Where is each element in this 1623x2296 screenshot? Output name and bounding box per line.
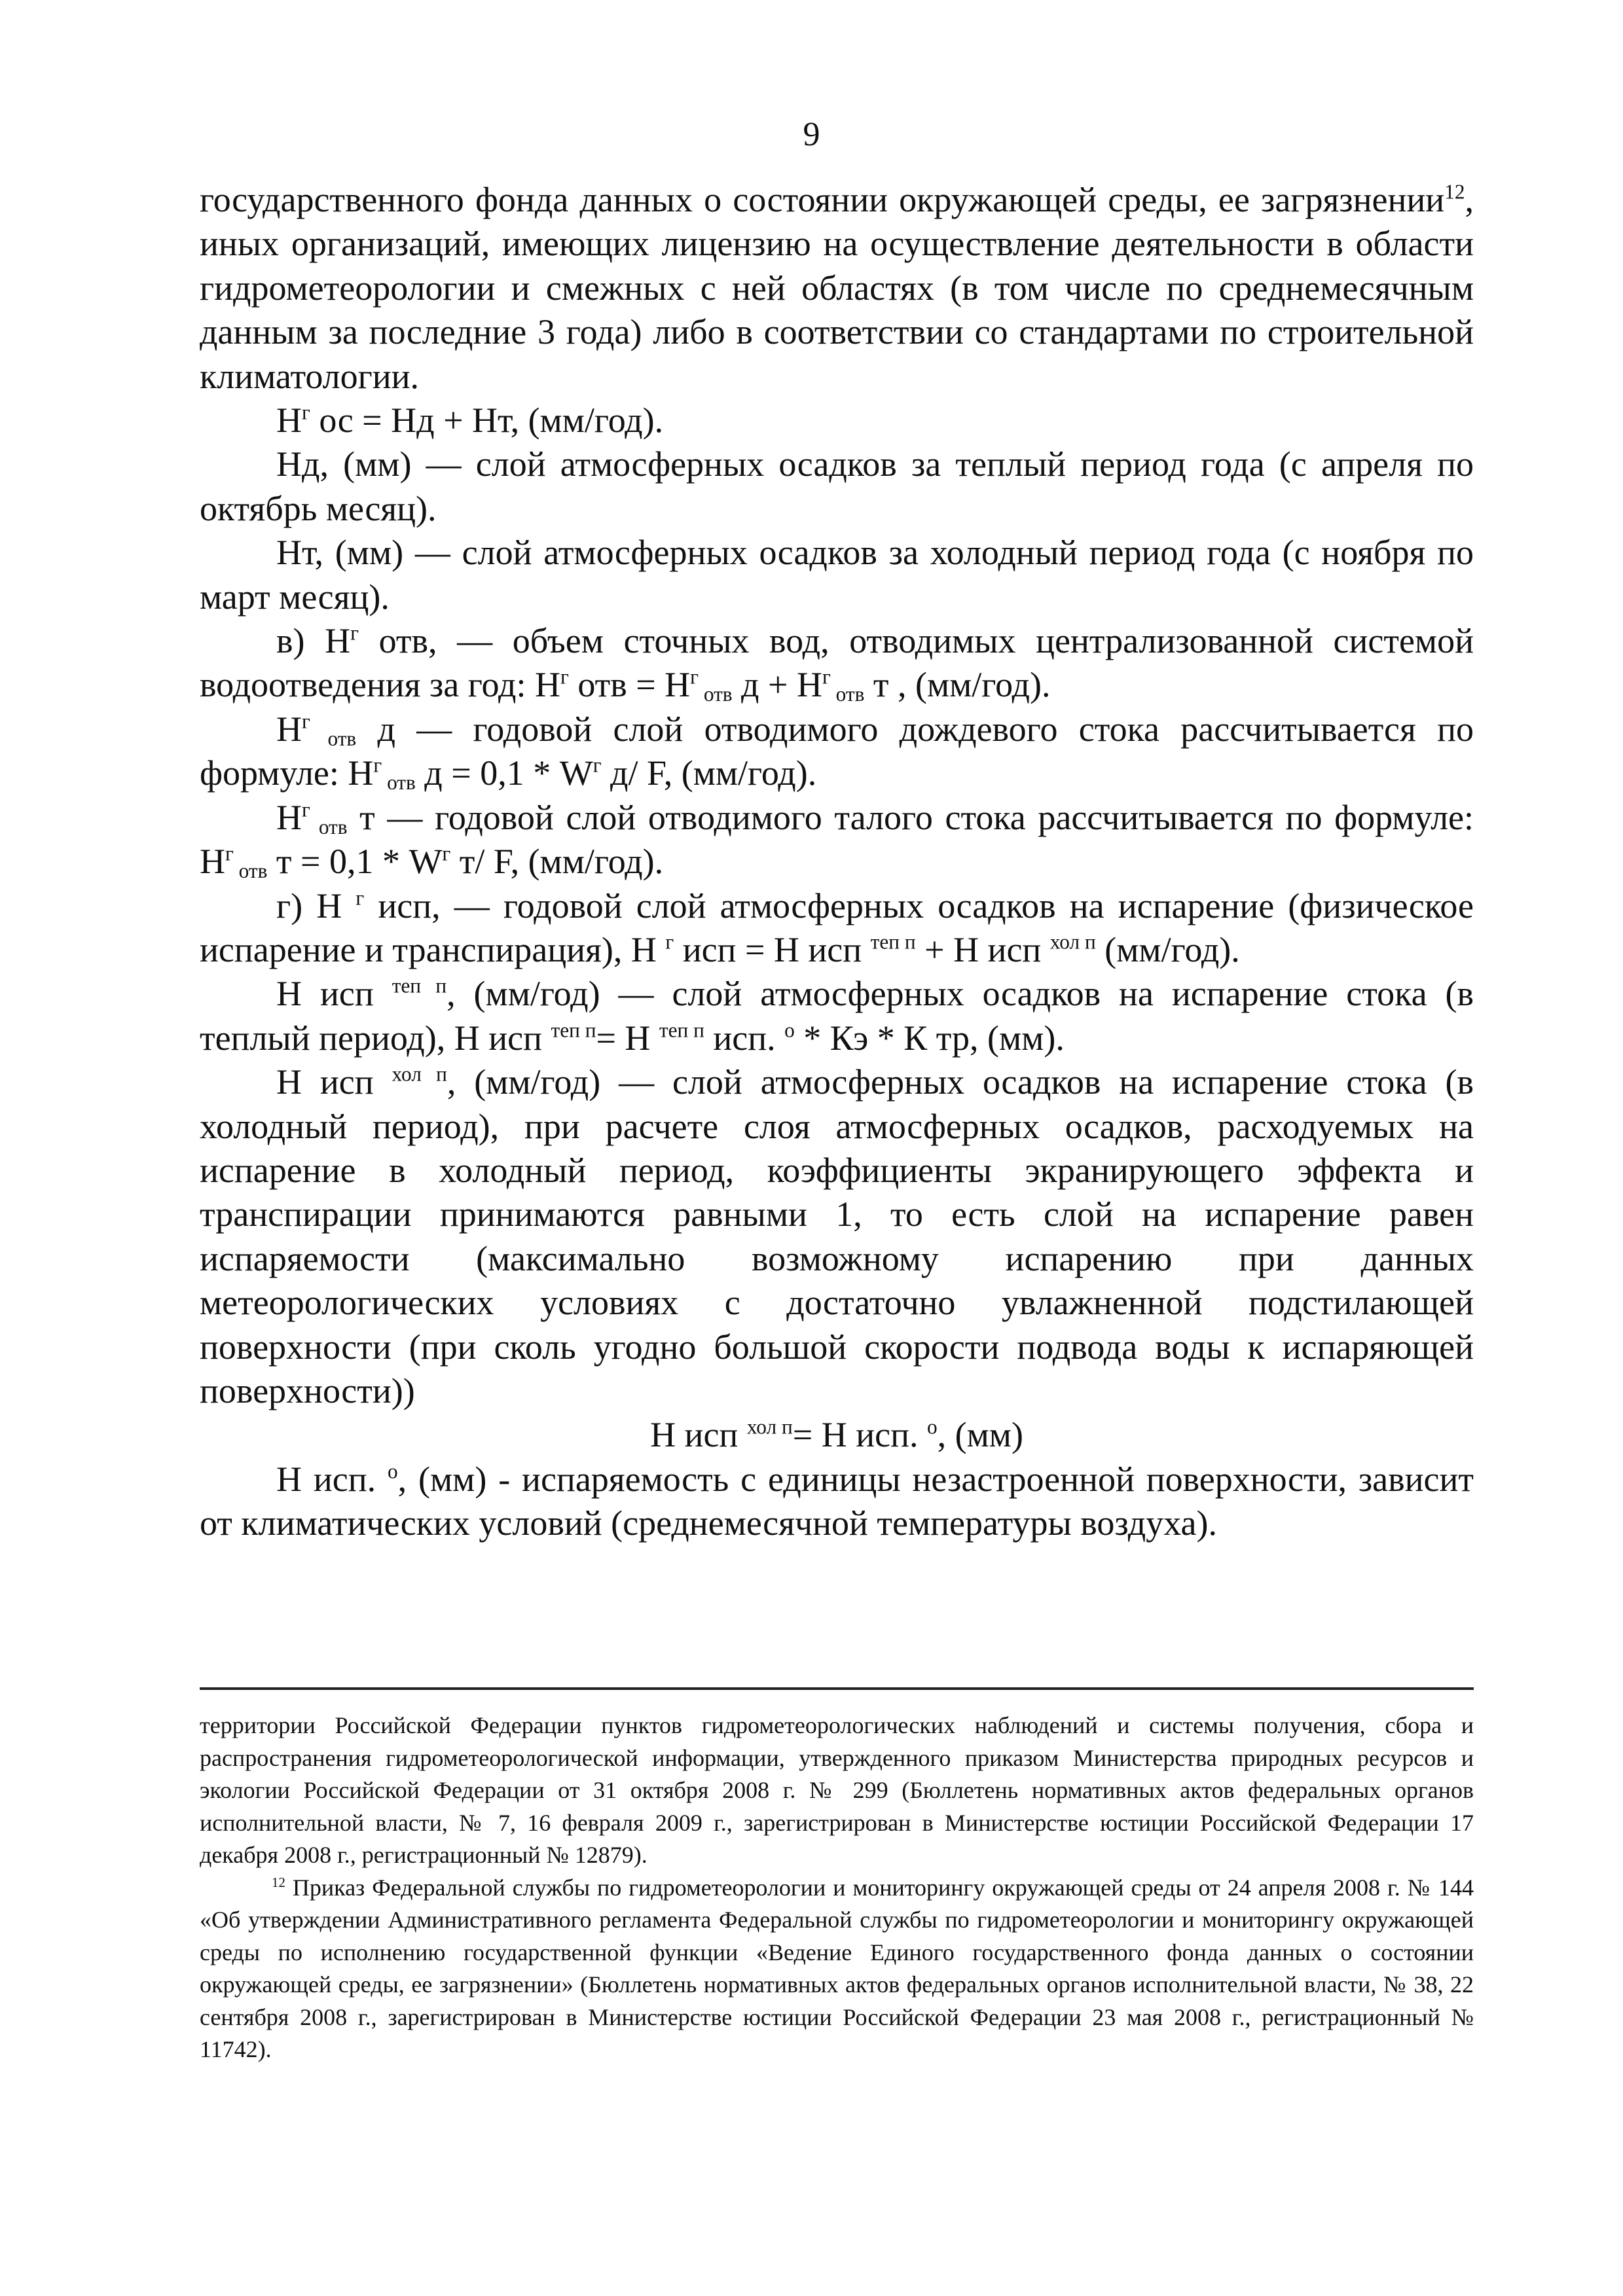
footnote-12: $^{12}$ Приказ Федеральной службы по гидрометеорологии и мониторингу окружающей среды от 24 апреля 2008 г. № 144 «Об утверждении Административного регламента Федеральной службы по гидрометеорологии и мониторингу окружающей среды по исполнению государственной функции «Ведение Единого государственного фонда данных о состоянии окружающей среды, ее загрязнении» (Бюллетень нормативных актов федеральных органов исполнительной власти, № 38, 22 сентября 2008 г., зарегистрирован в Министерстве юстиции Российской Федерации 23 мая 2008 г., регистрационный № 11742). bbox=[200, 1874, 1474, 2062]
formula-h-os: $H^г$ ос = Нд + Нт, (мм/год). bbox=[276, 401, 664, 440]
definition-warm-evaporation: Н исп $^{теп п}$, (мм/год) — слой атмосферных осадков на испарение стока (в теплый период), Н исп $^{теп п}$= Н $^{теп п}$ исп. $^о$ * Кэ * К тр, (мм). bbox=[200, 974, 1474, 1058]
definition-cold-evaporation: Н исп $^{хол п}$, (мм/год) — слой атмосферных осадков на испарение стока (в холодный период), при расчете слоя атмосферных осадков, расходуемых на испарение в холодный период, коэффициенты экранирующего эффекта и транспирации принимаются равными 1, то есть слой на испарение равен испаряемости (максимально возможному испарению при данных метеорологических условиях с достаточно увлажненной подстилающей поверхности (при сколь угодно большой скорости подвода воды к испаряющей поверхности)) bbox=[200, 1062, 1474, 1410]
definition-evaporability: Н исп. $^о$, (мм) - испаряемость с единицы незастроенной поверхности, зависит от климатических условий (среднемесячной температуры воздуха). bbox=[200, 1459, 1474, 1543]
page-number: 9 bbox=[803, 116, 820, 153]
item-v-otv: в) $H^г$ отв, — объем сточных вод, отводимых централизованной системой водоотведения за год: $H^г$ отв = $H^г$ $_{отв}$ $д + H^г$ $_{отв}$ т , (мм/год). bbox=[200, 621, 1474, 706]
footnote-separator bbox=[200, 1687, 1474, 1690]
definition-nd: Нд, (мм) — слой атмосферных осадков за теплый период года (с апреля по октябрь месяц). bbox=[200, 444, 1474, 528]
footnote-continuation: территории Российской Федерации пунктов гидрометеорологических наблюдений и системы получения, сбора и распространения гидрометеорологической информации, утвержденного приказом Министерства природных ресурсов и экологии Российской Федерации от 31 октября 2008 г. № 299 (Бюллетень нормативных актов федеральных органов исполнительной власти, № 7, 16 февраля 2009 г., зарегистрирован в Министерстве юстиции Российской Федерации 17 декабря 2008 г., регистрационный № 12879). bbox=[200, 1712, 1474, 1868]
footnotes bbox=[200, 1710, 1474, 2066]
intro-paragraph: государственного фонда данных о состоянии окружающей среды, ее загрязнении$^{12}$, иных организаций, имеющих лицензию на осуществление деятельности в области гидрометеорологии и смежных с ней областях (в том числе по среднемесячным данным за последние 3 года) либо в соответствии со стандартами по строительной климатологии. bbox=[200, 180, 1474, 396]
definition-nt: Нт, (мм) — слой атмосферных осадков за холодный период года (с ноября по март месяц). bbox=[200, 533, 1474, 617]
item-g-evaporation: г) Н $^г$ исп, — годовой слой атмосферных осадков на испарение (физическое испарение и транспирация), Н $^г$ исп = Н исп $^{теп п}$ + Н исп $^{хол п}$ (мм/год). bbox=[200, 886, 1474, 969]
footnote-ref-12: 12 bbox=[1444, 180, 1465, 204]
definition-melt-runoff: $H^г$ $_{отв}$ т — годовой слой отводимого талого стока рассчитывается по формуле: $H^г$ $_{отв}$ $т = 0,1 * W^г$ т/ F, (мм/год). bbox=[200, 797, 1474, 882]
definition-rain-runoff: $H^г$ $_{отв}$ д — годовой слой отводимого дождевого стока рассчитывается по формуле: $H^г$ $_{отв}$ $д = 0,1 * W^г$ д/ F, (мм/год). bbox=[200, 709, 1474, 795]
footnote-12-mark: 12 bbox=[272, 1874, 285, 1890]
main-text bbox=[200, 178, 1474, 1546]
formula-cold-evaporation: Н исп $^{хол п}$= Н исп. $^о$, (мм) bbox=[650, 1415, 1023, 1455]
